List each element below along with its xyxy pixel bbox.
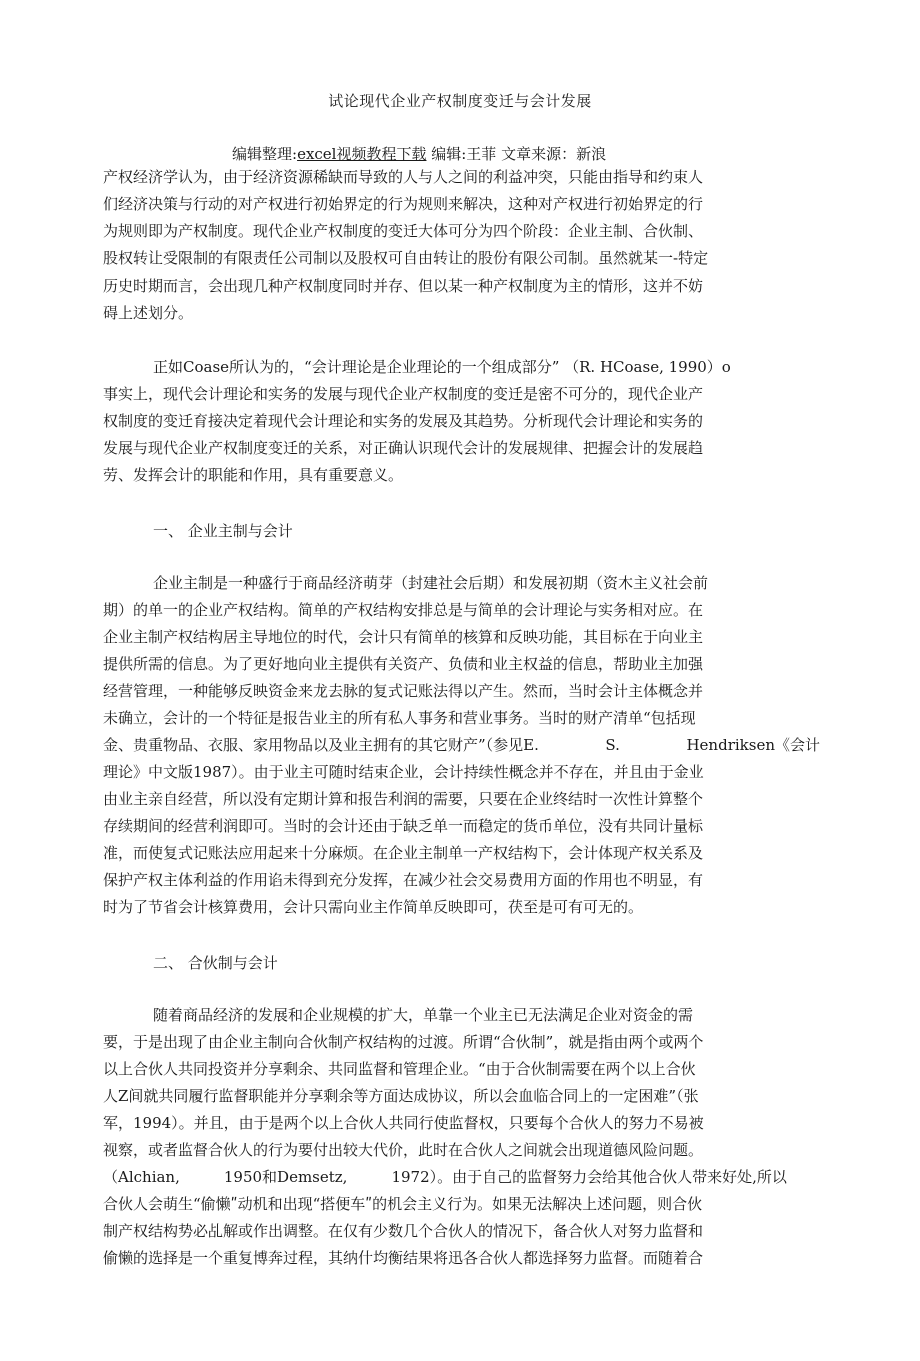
byline-prefix: 编辑整理: [232, 145, 298, 163]
text-line: 权制度的变迁育接决定着现代会计理论和实务的发展及其趋势。分析现代会计理论和实务的 [103, 412, 704, 430]
text-line [103, 736, 820, 754]
text-line: 准，而使复式记账法应用起来十分麻烦。在企业主制单一产权结构下，会计体现产权关系及 [103, 844, 704, 862]
text-line: 产权经济学认为，由于经济资源稀缺而导致的人与人之间的利益冲突，只能由指导和约束人 [103, 168, 704, 186]
text-segment: 1972）。由于自己的监督努力会给其他合伙人带来好处,所以 [391, 1168, 787, 1186]
text-line: 经营管理，一种能够反映资金来龙去脉的复式记账法得以产生。然而，当时会计主体概念并 [103, 682, 704, 700]
text-line: 军，1994）。并且，由于是两个以上合伙人共同行使监督权，只要每个合伙人的努力不易被 [103, 1114, 704, 1132]
text-line: 保护产权主体利益的作用谄未得到充分发挥，在减少社会交易费用方面的作用也不明显，有 [103, 871, 704, 889]
text-line: 偷懒的选择是一个重复博奔过程，其纳什均衡结果将迅各合伙人都选择努力监督。而随着合 [103, 1249, 704, 1267]
text-line: 碍上述划分。 [103, 304, 194, 322]
text-line: 企业主制产权结构居主导地位的时代，会计只有简单的核算和反映功能，其目标在于向业主 [103, 628, 704, 646]
text-line: 期）的单一的企业产权结构。简单的产权结构安排总是与简单的会计理论与实务相对应。在 [103, 601, 704, 619]
text-line: 视察，或者监督合伙人的行为要付出较大代价，此时在合伙人之间就会出现道德风险问题。 [103, 1141, 704, 1159]
text-line: 理论》中文版1987）。由于业主可随时结束企业，会计持续性概念并不存在，并且由于金业 [103, 763, 704, 781]
byline-editor-source: 编辑:王菲 文章来源：新浪 [426, 145, 607, 163]
text-line: 们经济决策与行动的对产权进行初始界定的行为规则来解决，这种对产权进行初始界定的行 [103, 195, 704, 213]
text-line: 存续期间的经营利润即可。当时的会计还由于缺乏单一而稳定的货币单位，没有共同计量标 [103, 817, 704, 835]
text-segment: 1950和Demsetz, [223, 1168, 348, 1186]
text-segment: 金、贵重物品、衣服、家用物品以及业主拥有的其它财产”（参见E. [103, 736, 539, 754]
text-line: 随着商品经济的发展和企业规模的扩大，单靠一个业主已无法满足企业对资金的需 [153, 1006, 694, 1024]
text-segment: S. [605, 736, 620, 754]
text-line: 提供所需的信息。为了更好地向业主提供有关资产、负债和业主权益的信息，帮助业主加强 [103, 655, 704, 673]
text-line: 为规则即为产权制度。现代企业产权制度的变迁大体可分为四个阶段：企业主制、合伙制、 [103, 222, 704, 240]
text-line [103, 1168, 787, 1186]
text-line: 历史时期而言，会出现几种产权制度同时并存、但以某一种产权制度为主的情形，这并不妨 [103, 277, 704, 295]
text-line: 人Z间就共同履行监督职能并分享剩余等方面达成协议，所以会血临合同上的一定困难”（张 [103, 1087, 699, 1105]
section-heading-2: 二、 合伙制与会计 [153, 954, 278, 972]
text-line: 制产权结构势必乩解或作出调整。在仅有少数几个合伙人的情况下，备合伙人对努力监督和 [103, 1222, 704, 1240]
text-line: 企业主制是一种盛行于商品经济萌芽（封建社会后期）和发展初期（资木主义社会前 [153, 574, 709, 592]
text-line: 发展与现代企业产权制度变迁的关系，对正确认识现代会计的发展规律、把握会计的发展趋 [103, 439, 704, 457]
byline [232, 143, 606, 164]
text-line: 由业主亲自经营，所以没有定期计算和报告利润的需要，只要在企业终结时一次性计算整个 [103, 790, 704, 808]
excel-tutorial-link[interactable]: excel视频教程下载 [297, 145, 427, 163]
text-segment: （Alchian, [103, 1168, 180, 1186]
section-heading-1: 一、 企业主制与会计 [153, 522, 293, 540]
text-line: 未确立，会计的一个特征是报告业主的所有私人事务和营业事务。当时的财产清单“包括现 [103, 709, 696, 727]
text-line: 要，于是出现了由企业主制向合伙制产权结构的过渡。所谓“合伙制”，就是指由两个或两个 [103, 1033, 704, 1051]
text-line: 合伙人会萌生“偷懒ʺ动机和出现“搭便车ʺ的机会主义行为。如果无法解决上述问题，则合伙 [103, 1195, 703, 1213]
text-line: 事实上，现代会计理论和实务的发展与现代企业产权制度的变迁是密不可分的，现代企业产 [103, 385, 704, 403]
text-line: 时为了节省会计核算费用，会计只需向业主作简单反映即可，茯至是可有可无的。 [103, 898, 644, 916]
text-line: 股权转让受限制的有限责任公司制以及股权可自由转让的股份有限公司制。虽然就某一-特定 [103, 249, 709, 267]
text-line: 以上合伙人共同投资并分享剩余、共同监督和管理企业。“由于合伙制需要在两个以上合伙 [103, 1060, 696, 1078]
text-segment: Hendriksen《会计 [686, 736, 820, 754]
article-title: 试论现代企业产权制度变迁与会计发展 [328, 92, 592, 110]
text-line: 劳、发挥会计的职能和作用，具有重要意义。 [103, 466, 404, 484]
text-line: 正如Coase所认为的，“会计理论是企业理论的一个组成部分” （R. HCoase, 1990）o [153, 358, 731, 376]
